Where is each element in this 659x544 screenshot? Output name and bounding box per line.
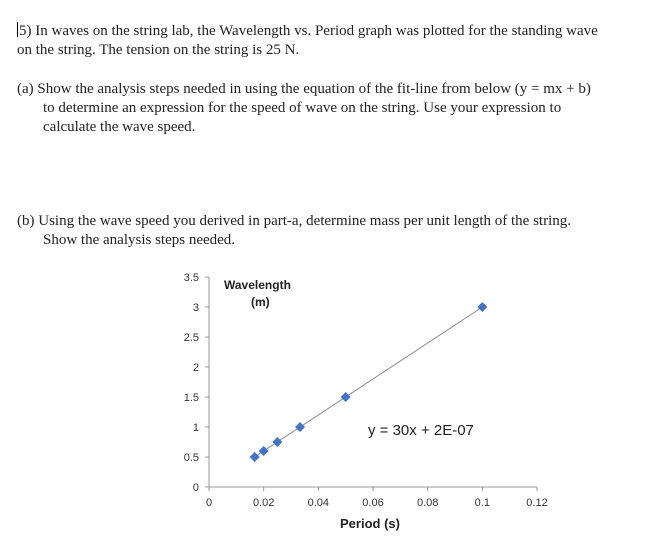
x-tick-label: 0.12 xyxy=(526,497,548,509)
y-tick-label: 0 xyxy=(192,482,199,494)
x-tick-label: 0.1 xyxy=(474,497,490,509)
y-tick-label: 2.5 xyxy=(183,332,199,344)
y-tick-label: 3.5 xyxy=(183,272,199,284)
x-tick-label: 0.08 xyxy=(416,497,439,509)
part-b-line2: Show the analysis steps needed. xyxy=(43,232,236,248)
x-tick-label: 0.02 xyxy=(252,497,275,509)
y-tick-label: 1 xyxy=(192,422,199,434)
data-point-marker xyxy=(250,452,260,462)
data-point-marker xyxy=(259,446,269,456)
intro-text-1: ) In waves on the string lab, the Wavelength vs. Period graph was plotted for the standing wave xyxy=(26,23,598,39)
x-axis-label: Period (s) xyxy=(340,516,400,531)
chart-title-line2: (m) xyxy=(251,295,270,309)
data-point-marker xyxy=(295,422,305,432)
data-point-marker xyxy=(477,302,487,312)
y-tick-label: 2 xyxy=(192,362,199,374)
data-point-marker xyxy=(272,437,282,447)
part-a-line2: to determine an expression for the speed of wave on the string. Use your expression to xyxy=(43,100,562,116)
y-tick-label: 1.5 xyxy=(183,392,199,404)
data-point-marker xyxy=(341,392,351,402)
x-tick-label: 0 xyxy=(205,497,213,509)
part-a-line3: calculate the wave speed. xyxy=(43,119,196,135)
part-b-line1: (b) Using the wave speed you derived in part-a, determine mass per unit length of the string. xyxy=(17,213,572,229)
x-tick-label: 0.04 xyxy=(307,497,330,509)
trendline-equation: y = 30x + 2E-07 xyxy=(368,422,474,439)
question-number: 5 xyxy=(19,23,27,39)
chart-title-line1: Wavelength xyxy=(224,278,291,292)
part-a-line1: (a) Show the analysis steps needed in using the equation of the fit-line from below (y = mx + b) xyxy=(17,81,591,97)
y-tick-label: 3 xyxy=(192,302,199,314)
x-tick-label: 0.06 xyxy=(362,497,384,509)
y-tick-label: 0.5 xyxy=(183,452,199,464)
question-intro-line2: on the string. The tension on the string is 25 N. xyxy=(17,42,300,58)
